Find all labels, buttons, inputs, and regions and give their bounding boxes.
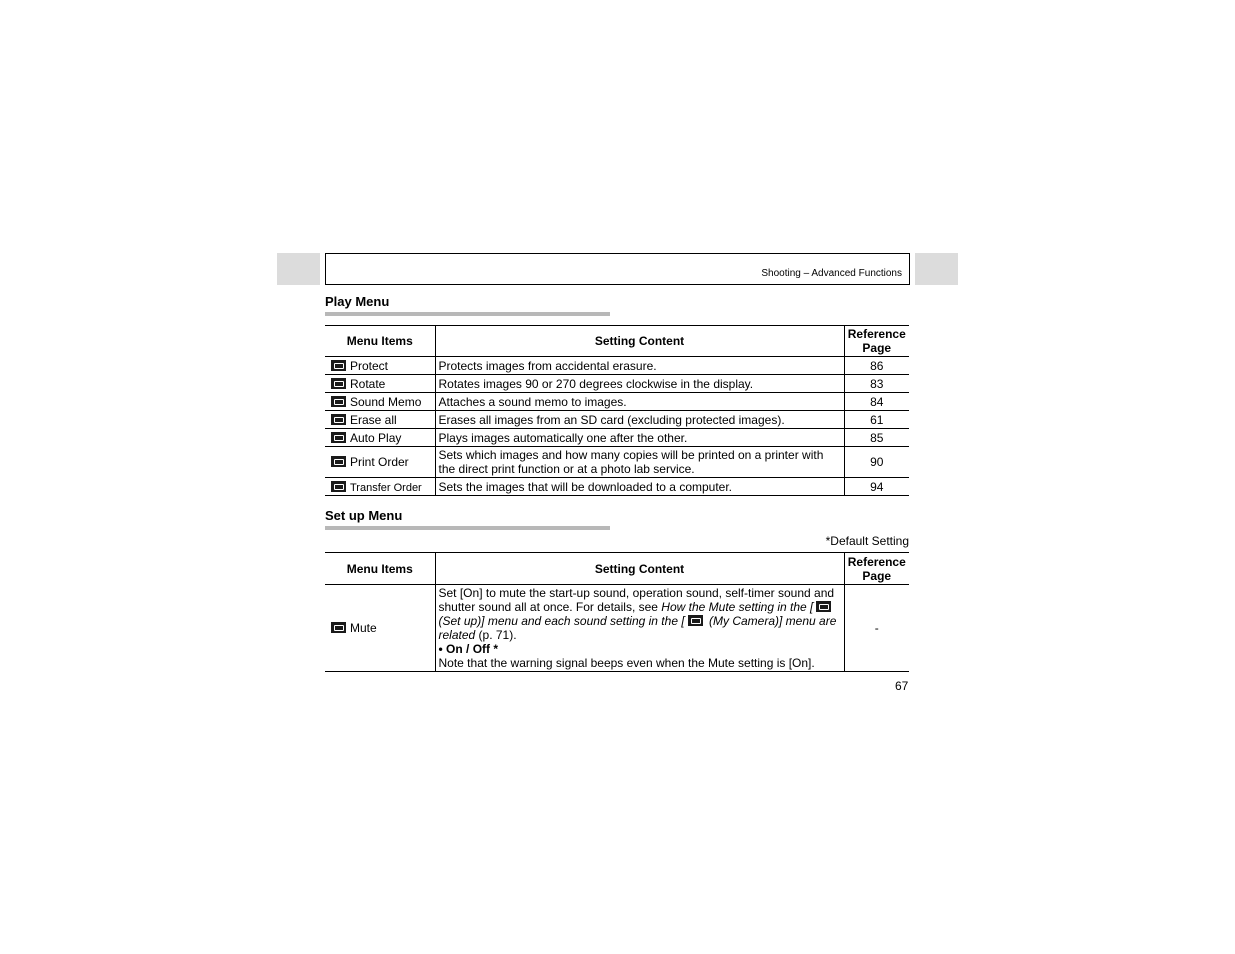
- page-number: 67: [895, 679, 909, 693]
- setting-content-cell: Attaches a sound memo to images.: [435, 393, 844, 411]
- column-header: Setting Content: [435, 326, 844, 357]
- menu-item-cell: [325, 375, 435, 393]
- setup-menu-title: Set up Menu: [325, 508, 403, 523]
- table-row: [325, 585, 909, 672]
- mute-note: Note that the warning signal beeps even when the Mute setting is [On].: [438, 656, 815, 670]
- transfer-order-icon: [331, 481, 346, 492]
- table-row: [325, 447, 909, 478]
- mute-options: • On / Off *: [438, 642, 499, 656]
- reference-page-cell: 84: [844, 393, 909, 411]
- sound-memo-icon: [331, 396, 346, 407]
- mute-reference-text-2: (Set up)] menu and each sound setting in the [: [438, 614, 685, 628]
- setting-content-cell: Rotates images 90 or 270 degrees clockwise in the display.: [435, 375, 844, 393]
- menu-item-label: Rotate: [350, 376, 386, 391]
- play-menu-title: Play Menu: [325, 294, 390, 309]
- default-setting-note: *Default Setting: [825, 534, 909, 548]
- menu-item-label: Auto Play: [350, 430, 402, 445]
- menu-item-cell: [325, 429, 435, 447]
- setup-menu-icon: [816, 601, 831, 612]
- menu-item-cell: [325, 447, 435, 478]
- auto-play-icon: [331, 432, 346, 443]
- mute-page-reference: (p. 71).: [475, 628, 517, 642]
- menu-item-cell: [325, 411, 435, 429]
- column-header: Setting Content: [435, 553, 844, 585]
- protect-icon: [331, 360, 346, 371]
- table-row: [325, 357, 909, 375]
- table-row: [325, 411, 909, 429]
- table-row: [325, 478, 909, 496]
- reference-page-cell: 61: [844, 411, 909, 429]
- setup-menu-table: [325, 552, 909, 672]
- page-tab-right: [915, 253, 958, 285]
- header-title: Shooting – Advanced Functions: [761, 268, 902, 279]
- mute-reference-text-3: (My Camera)] menu are related: [438, 614, 837, 642]
- table-header-row: [325, 326, 909, 357]
- setting-content-cell: Sets which images and how many copies will be printed on a printer with the direct print function or at a photo lab service.: [435, 447, 844, 478]
- mute-reference-link-text: How the Mute setting in the [: [661, 600, 814, 614]
- table-row: [325, 375, 909, 393]
- setting-content-cell: Sets the images that will be downloaded to a computer.: [435, 478, 844, 496]
- menu-item-label: Mute: [350, 621, 377, 635]
- menu-item-label: Protect: [350, 358, 389, 373]
- setup-menu-title-bar: [325, 526, 610, 530]
- reference-page-cell: 94: [844, 478, 909, 496]
- erase-all-icon: [331, 414, 346, 425]
- mute-description: Set [On] to mute the start-up sound, operation sound, self-timer sound and shutter sound all at once. For details, see: [438, 586, 835, 614]
- play-menu-title-bar: [325, 312, 610, 316]
- menu-item-cell: [325, 478, 435, 496]
- reference-page-cell: 86: [844, 357, 909, 375]
- play-menu-table: [325, 325, 909, 496]
- menu-item-label: Sound Memo: [350, 394, 422, 409]
- menu-item-cell: [325, 393, 435, 411]
- column-header: Reference Page: [844, 553, 909, 585]
- page-header: [325, 253, 910, 285]
- setting-content-cell: Protects images from accidental erasure.: [435, 357, 844, 375]
- menu-item-label: Print Order: [350, 455, 409, 469]
- menu-item-cell: [325, 585, 435, 672]
- column-header: Menu Items: [325, 553, 435, 585]
- reference-page-cell: 83: [844, 375, 909, 393]
- rotate-icon: [331, 378, 346, 389]
- reference-page-cell: -: [844, 585, 909, 672]
- print-order-icon: [331, 456, 346, 467]
- column-header: Menu Items: [325, 326, 435, 357]
- table-header-row: [325, 553, 909, 585]
- table-row: [325, 393, 909, 411]
- menu-item-cell: [325, 357, 435, 375]
- table-row: [325, 429, 909, 447]
- page-tab-left: [277, 253, 320, 285]
- reference-page-cell: 85: [844, 429, 909, 447]
- reference-page-cell: 90: [844, 447, 909, 478]
- setting-content-cell: Plays images automatically one after the other.: [435, 429, 844, 447]
- column-header: Reference Page: [844, 326, 909, 357]
- mute-icon: [331, 622, 346, 633]
- setting-content-cell: [435, 585, 844, 672]
- menu-item-label: Transfer Order: [350, 481, 422, 494]
- menu-item-label: Erase all: [350, 412, 397, 427]
- my-camera-menu-icon: [688, 615, 703, 626]
- setting-content-cell: Erases all images from an SD card (excluding protected images).: [435, 411, 844, 429]
